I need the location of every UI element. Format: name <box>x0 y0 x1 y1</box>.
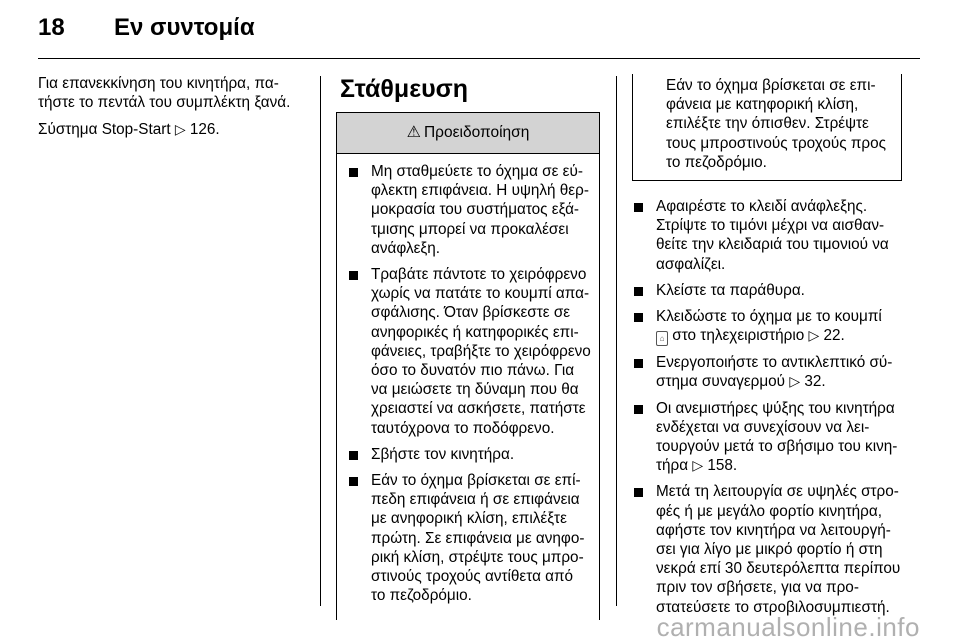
bullet-icon <box>634 488 643 497</box>
page-reference-icon: ▷ <box>789 373 801 390</box>
stop-start-ref-page[interactable]: 126. <box>189 121 220 139</box>
warning-item-text: Εάν το όχημα βρίσκεται σε επίπεδη επιφάνεια ή σε επιφάνεια με ανηφορική κλίση, επιλέξτε πρώτη. Σε επιφάνεια με ανηφορική κλίση, στρέψτε τους μπροστινούς τροχούς αντίθετα από το πεζοδρόμιο. <box>371 472 585 605</box>
page-reference-icon: ▷ <box>174 121 186 138</box>
step-item <box>632 399 902 476</box>
bullet-icon <box>349 477 358 486</box>
bullet-icon <box>634 203 643 212</box>
parking-steps-list <box>632 197 902 617</box>
warning-title: Προειδοποίηση <box>423 124 530 142</box>
page-reference-icon: ▷ <box>692 457 704 474</box>
step-item <box>632 307 902 346</box>
column-divider-2 <box>616 76 617 606</box>
warning-item-text: Μη σταθμεύετε το όχημα σε εύφλεκτη επιφάνεια. Η υψηλή θερμοκρασία του συστήματος εξάτμισης μπορεί να προκαλέσει ανάφλεξη. <box>371 163 589 257</box>
column-2 <box>336 74 600 620</box>
bullet-icon <box>634 287 643 296</box>
ref-page[interactable]: 22. <box>823 327 845 345</box>
step-item <box>632 482 902 616</box>
step-text-cont: στο τηλεχειριστήριο <box>668 327 805 345</box>
warning-box <box>336 112 600 620</box>
warning-item <box>347 471 591 605</box>
step-item <box>632 197 902 274</box>
step-item <box>632 281 902 300</box>
chapter-title: Εν συντομία <box>114 14 255 41</box>
bullet-icon <box>634 405 643 414</box>
page-number: 18 <box>38 14 65 41</box>
bullet-icon <box>634 313 643 322</box>
header-divider <box>38 58 920 59</box>
step-text: Ενεργοποιήστε το αντικλεπτικό σύστημα συναγερμού <box>656 354 893 391</box>
column-divider-1 <box>320 76 321 606</box>
step-text: Κλείστε τα παράθυρα. <box>656 281 805 299</box>
page-reference-icon: ▷ <box>808 327 820 344</box>
bullet-icon <box>349 168 358 177</box>
step-item <box>632 353 902 391</box>
column-3 <box>632 74 902 624</box>
ref-page[interactable]: 32. <box>804 373 826 391</box>
bullet-icon <box>349 271 358 280</box>
stop-start-text: Σύστημα Stop-Start <box>38 121 171 139</box>
bullet-icon <box>634 359 643 368</box>
stop-start-reference <box>38 120 310 139</box>
warning-box-continued <box>632 74 902 181</box>
warning-item <box>347 445 591 464</box>
step-text: Μετά τη λειτουργία σε υψηλές στροφές ή με μεγάλο φορτίο κινητήρα, αφήστε τον κινητήρα να λειτουργήσει για λίγο με μικρό φορτίο ή στη νεκρά επί 30 δευτερόλεπτα περίπου πριν τον σβήσετε, για να προστατεύσετε το στροβιλοσυμπιεστή. <box>656 483 901 616</box>
warning-continuation-text: Εάν το όχημα βρίσκεται σε επιφάνεια με κατηφορική κλίση, επιλέξτε την όπισθεν. Στρέψτε τους μπροστινούς τροχούς προς το πεζοδρόμιο. <box>666 77 887 171</box>
bullet-icon <box>349 451 358 460</box>
step-text: Αφαιρέστε το κλειδί ανάφλεξης. Στρίψτε το τιμόνι μέχρι να αισθανθείτε την κλειδαριά του τιμονιού να ασφαλίζει. <box>656 198 889 273</box>
section-title: Στάθμευση <box>340 75 469 103</box>
warning-item-text: Σβήστε τον κινητήρα. <box>371 445 515 463</box>
step-text: Οι ανεμιστήρες ψύξης του κινητήρα ενδέχεται να συνεχίσουν να λειτουργούν μετά το σβήσιμο του κινητήρα <box>656 399 898 475</box>
warning-header <box>337 113 599 154</box>
warning-item-text: Τραβάτε πάντοτε το χειρόφρενο χωρίς να πατάτε το κουμπί απασφάλισης. Όταν βρίσκεστε σε ανηφορικές ή κατηφορικές επιφάνειες, τραβήξτε το χειρόφρενο όσο το δυνατόν πιο πάνω. Για να μειώσετε τη δύναμη που θα χρειαστεί να ασκήσετε, πατήστε ταυτόχρονα το ποδόφρενο. <box>371 266 591 437</box>
lock-icon: ⌂ <box>656 331 668 346</box>
watermark: carmanualsonline.info <box>656 612 920 642</box>
warning-item <box>347 162 591 258</box>
page-header <box>38 14 255 50</box>
warning-list <box>347 162 591 605</box>
warning-body <box>337 154 599 620</box>
step-text: Κλειδώστε το όχημα με το κουμπί <box>656 308 882 326</box>
ref-page[interactable]: 158. <box>707 457 738 475</box>
warning-triangle-icon: ⚠ <box>406 124 421 142</box>
restart-paragraph: Για επανεκκίνηση του κινητήρα, πατήστε το πεντάλ του συμπλέκτη ξανά. <box>38 75 291 112</box>
warning-item <box>347 265 591 438</box>
column-1 <box>38 74 310 140</box>
